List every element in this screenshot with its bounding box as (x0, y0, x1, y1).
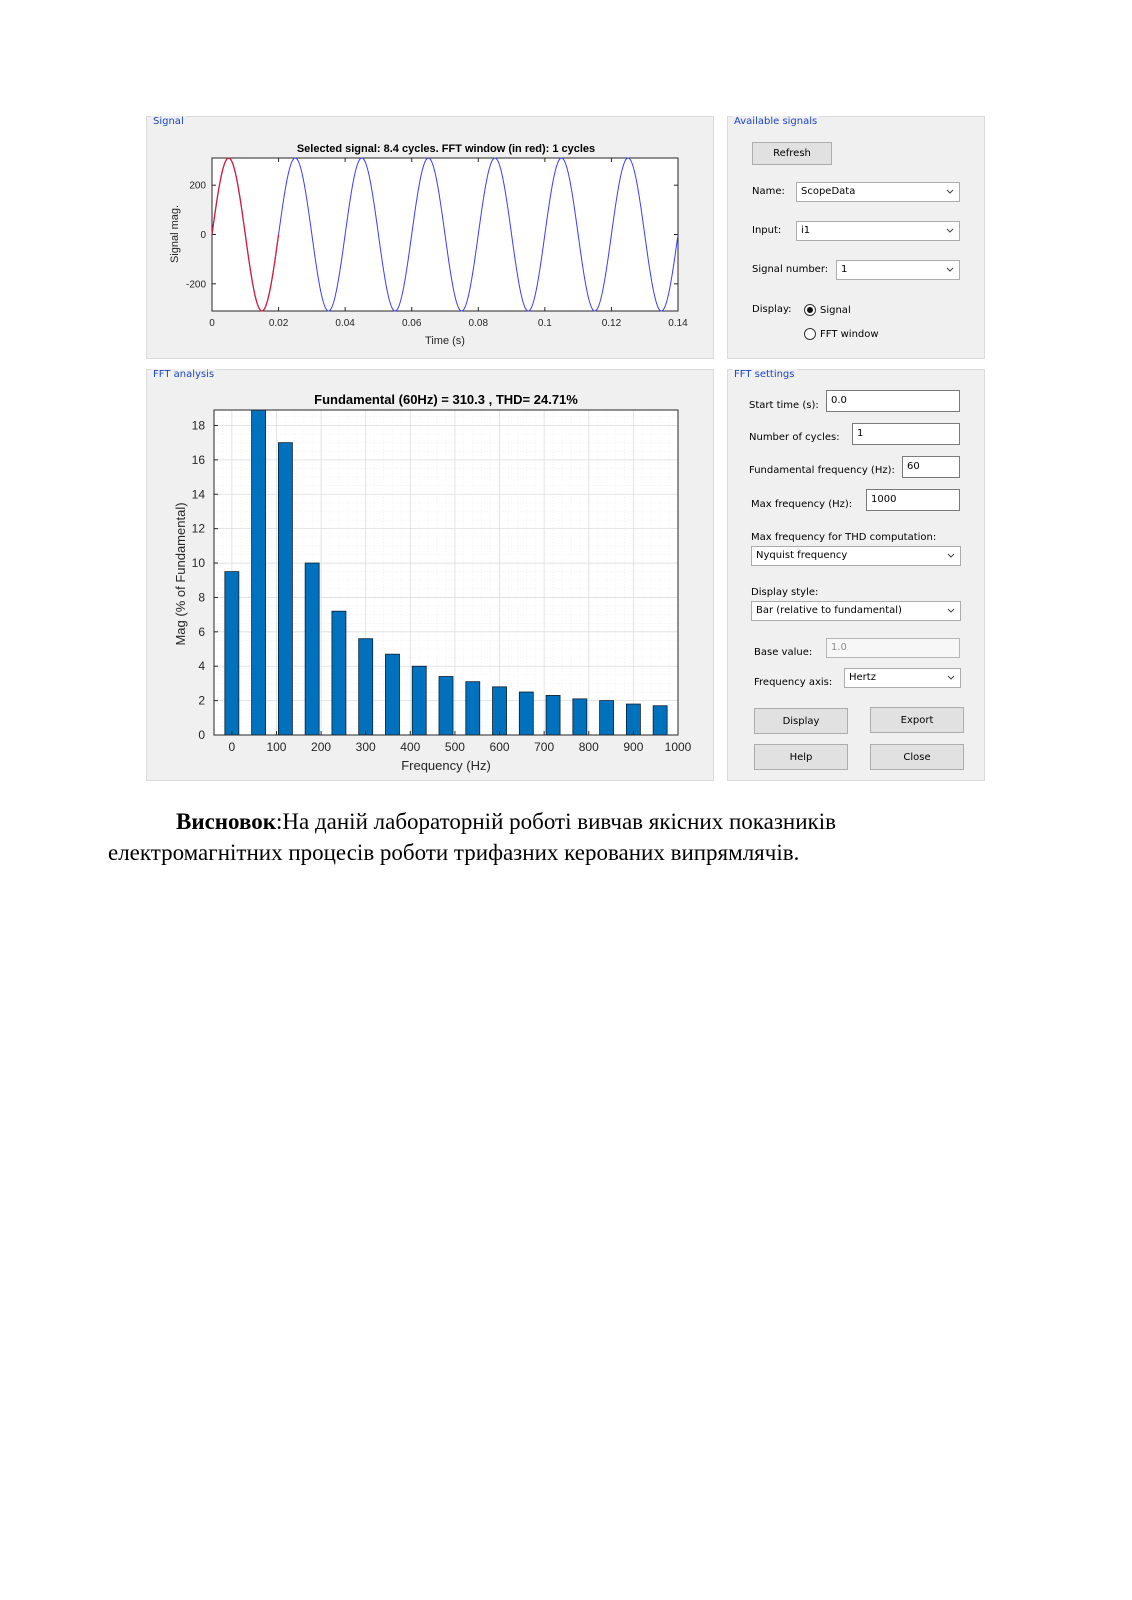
signal-x-tick-label: 0.12 (601, 318, 622, 329)
display-label: Display: (752, 304, 792, 315)
display-button[interactable]: Display (754, 708, 848, 734)
fft-bar (252, 410, 266, 735)
chevron-down-icon (944, 222, 956, 240)
fund-freq-label: Fundamental frequency (Hz): (749, 465, 895, 476)
fft-bar (359, 639, 373, 735)
signal-plot-title: Selected signal: 8.4 cycles. FFT window (in red): 1 cycles (296, 143, 596, 155)
fft-settings-title: FFT settings (734, 369, 795, 380)
fft-bar (439, 677, 453, 735)
fft-x-tick-label: 500 (444, 740, 465, 754)
fft-y-tick-label: 0 (198, 728, 205, 742)
signal-x-tick-label: 0.08 (468, 318, 489, 329)
fft-x-tick-label: 200 (311, 740, 332, 754)
signal-x-tick-label: 0.1 (537, 318, 552, 329)
help-button[interactable]: Help (754, 744, 848, 770)
chevron-down-icon (944, 183, 956, 201)
thd-select[interactable] (751, 546, 961, 566)
fft-bar (225, 572, 239, 735)
fft-bar (412, 666, 426, 735)
conclusion-text-1: :На даній лабораторній роботі вивчав якісних показників (276, 809, 836, 834)
name-select[interactable] (796, 182, 960, 202)
fft-bar (385, 654, 399, 735)
fft-ylabel: Mag (% of Fundamental) (173, 502, 188, 646)
fft-x-tick-label: 900 (623, 740, 644, 754)
fft-plot-title: Fundamental (60Hz) = 310.3 , THD= 24.71% (314, 392, 578, 407)
fft-y-tick-label: 14 (191, 487, 205, 502)
thd-select-value: Nyquist frequency (756, 550, 848, 561)
fft-settings-panel (727, 369, 985, 781)
signal-x-tick-label: 0.04 (335, 318, 355, 329)
signal-x-tick-label: 0.02 (268, 318, 289, 329)
display-style-label: Display style: (751, 587, 819, 598)
fft-y-tick-label: 2 (198, 693, 205, 708)
fft-plot (146, 369, 714, 781)
fft-y-tick-label: 16 (191, 452, 205, 467)
fft-x-tick-label: 600 (489, 740, 510, 754)
display-signal-label[interactable]: Signal (820, 305, 851, 316)
base-value-label: Base value: (754, 647, 813, 658)
refresh-button[interactable]: Refresh (752, 142, 832, 165)
chevron-down-icon (945, 669, 957, 687)
freq-axis-label: Frequency axis: (754, 677, 833, 688)
conclusion-heading: Висновок (176, 809, 276, 834)
chevron-down-icon (945, 602, 957, 620)
fft-y-tick-label: 6 (198, 624, 205, 639)
fft-bar (278, 443, 292, 735)
chevron-down-icon (944, 261, 956, 279)
fft-bar (493, 687, 507, 735)
num-cycles-label: Number of cycles: (749, 432, 840, 443)
signal-x-tick-label: 0.06 (401, 318, 422, 329)
conclusion-line-1 (108, 806, 1028, 837)
signal-number-label: Signal number: (752, 264, 829, 275)
fft-analysis-title: FFT analysis (153, 369, 215, 380)
signal-x-tick-label: 0 (209, 318, 215, 329)
fft-y-tick-label: 4 (198, 659, 205, 674)
freq-axis-select[interactable] (844, 668, 961, 688)
fft-bar (626, 704, 640, 735)
signal-plot (146, 116, 714, 359)
fft-bar (466, 682, 480, 735)
fft-y-tick-label: 18 (191, 418, 205, 433)
display-signal-radio[interactable] (804, 304, 816, 316)
signal-y-tick-label: 200 (189, 180, 206, 192)
freq-axis-value: Hertz (849, 672, 876, 683)
display-style-select[interactable] (751, 601, 961, 621)
available-signals-title: Available signals (734, 116, 818, 127)
start-time-input[interactable]: 0.0 (826, 390, 960, 412)
fft-x-tick-label: 700 (534, 740, 555, 754)
input-label: Input: (752, 225, 782, 236)
display-style-value: Bar (relative to fundamental) (756, 605, 902, 616)
signal-y-tick-label: 0 (200, 230, 206, 241)
signal-x-tick-label: 0.14 (668, 318, 688, 329)
export-button[interactable]: Export (870, 707, 964, 733)
fft-x-tick-label: 400 (400, 740, 421, 754)
conclusion-line-2: електромагнітних процесів роботи трифазних керованих випрямлячів. (108, 840, 800, 865)
fft-xlabel: Frequency (Hz) (401, 758, 491, 773)
signal-y-tick-label: -200 (185, 279, 206, 291)
fft-x-tick-label: 0 (228, 740, 236, 754)
input-select[interactable] (796, 221, 960, 241)
close-button[interactable]: Close (870, 744, 964, 770)
fft-bar (305, 563, 319, 735)
thd-label: Max frequency for THD computation: (751, 532, 937, 543)
display-fft-label[interactable]: FFT window (820, 329, 879, 340)
display-fft-radio[interactable] (804, 328, 816, 340)
fft-x-tick-label: 1000 (664, 740, 692, 754)
fft-bar (519, 692, 533, 735)
name-select-value: ScopeData (801, 186, 856, 197)
conclusion-paragraph (108, 806, 1028, 868)
signal-ylabel: Signal mag. (169, 204, 181, 264)
fft-bar (573, 699, 587, 735)
fft-x-tick-label: 100 (266, 740, 287, 754)
fft-x-tick-label: 300 (355, 740, 376, 754)
fft-y-tick-label: 8 (198, 590, 205, 605)
start-time-label: Start time (s): (749, 400, 819, 411)
chevron-down-icon (945, 547, 957, 565)
signal-number-select[interactable] (836, 260, 960, 280)
fund-freq-input[interactable]: 60 (902, 456, 960, 478)
fft-y-tick-label: 12 (191, 521, 205, 536)
input-select-value: i1 (801, 225, 811, 236)
fft-y-tick-label: 10 (191, 556, 205, 571)
base-value-input: 1.0 (826, 638, 960, 658)
name-label: Name: (752, 186, 785, 197)
available-signals-panel (727, 116, 985, 359)
num-cycles-input[interactable]: 1 (852, 423, 960, 445)
signal-number-value: 1 (841, 264, 848, 275)
max-freq-label: Max frequency (Hz): (751, 499, 853, 510)
fft-bar (600, 701, 614, 735)
signal-xlabel: Time (s) (425, 335, 465, 347)
fft-bar (332, 611, 346, 735)
signal-panel-title: Signal (153, 116, 184, 127)
fft-bar (653, 706, 667, 735)
fft-bar (546, 695, 560, 735)
fft-x-tick-label: 800 (578, 740, 599, 754)
max-freq-input[interactable]: 1000 (866, 489, 960, 511)
